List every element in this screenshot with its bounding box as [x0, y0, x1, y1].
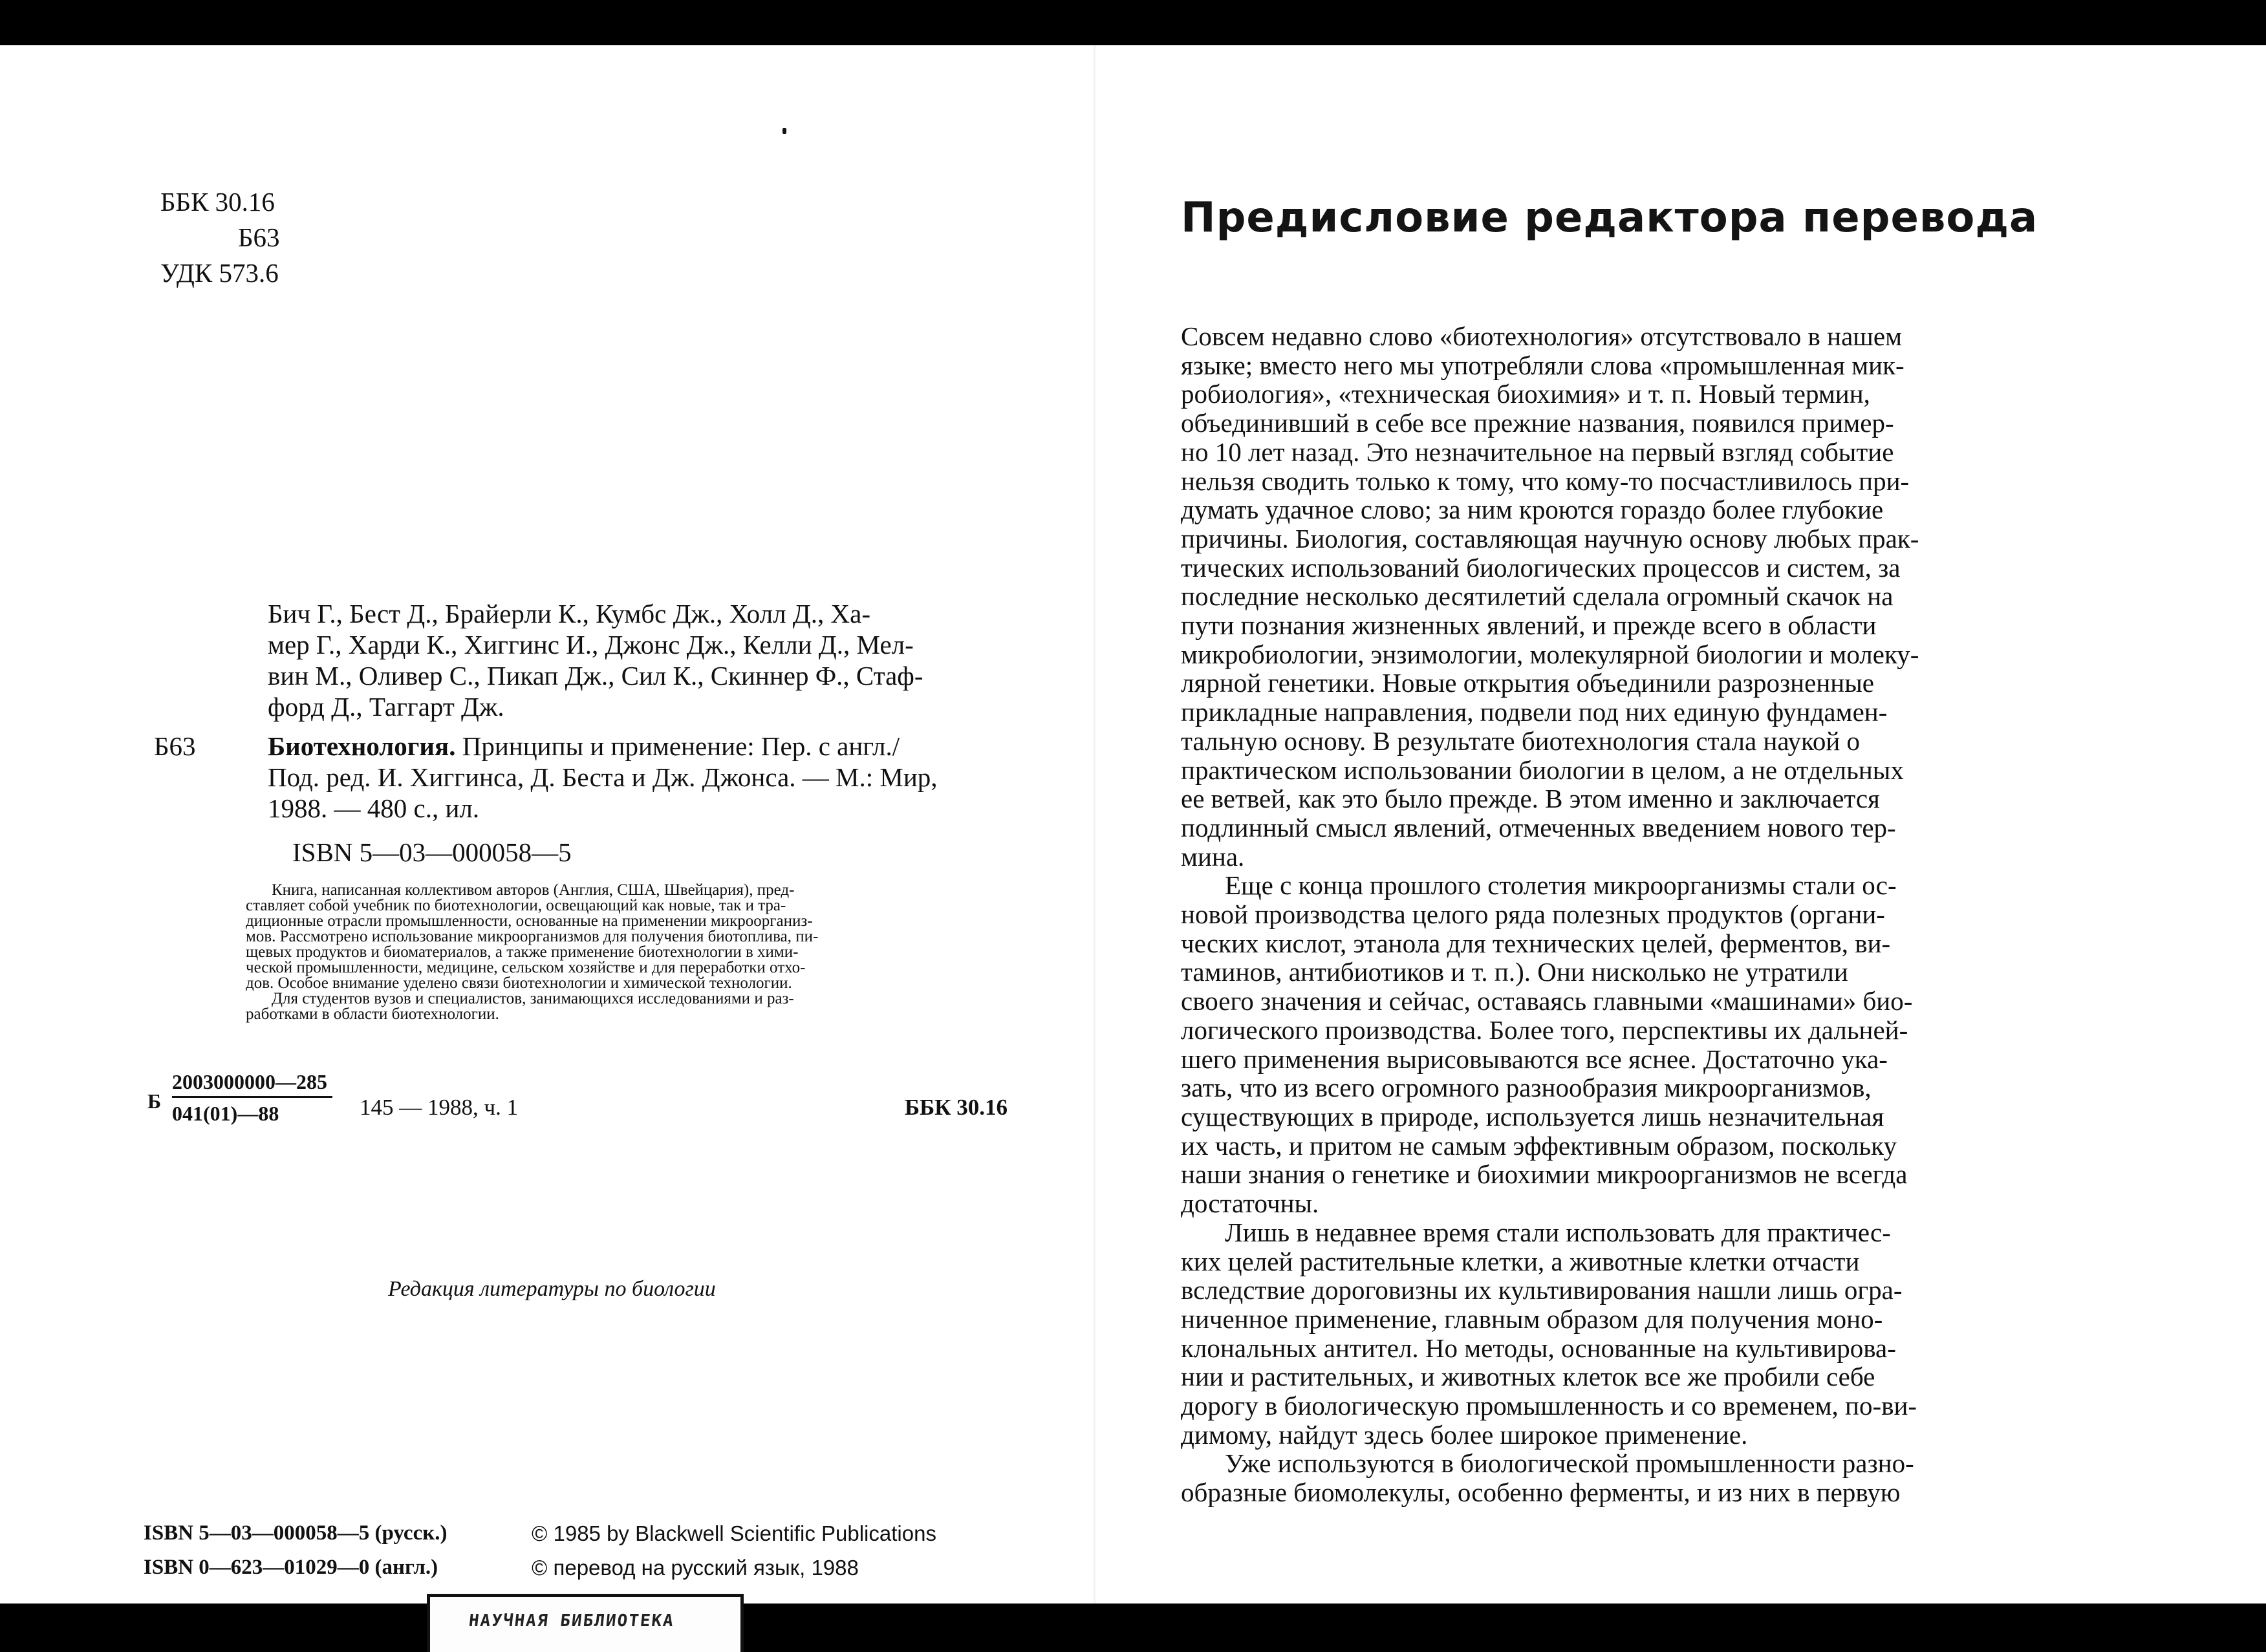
preface-line: подлинный смысл явлений, отмеченных введением нового тер- [1181, 812, 1896, 842]
preface-line: клональных антител. Но методы, основанные на культивирова- [1181, 1333, 1896, 1363]
annotation-line: работками в области биотехнологии. [246, 1005, 499, 1023]
preface-line: пути познания жизненных явлений, и прежде всего в области [1181, 610, 1877, 641]
preface-line: Лишь в недавнее время стали использовать для практичес- [1225, 1217, 1891, 1247]
preface-line: языке; вместо него мы употребляли слова «промышленная мик- [1181, 350, 1905, 380]
isbn-code: ISBN 5—03—000058—5 (русск.) [144, 1521, 448, 1545]
preface-line: достаточны. [1181, 1188, 1319, 1219]
preface-line: образные биомолекулы, особенно ферменты, и из них в первую [1181, 1477, 1901, 1508]
classification-denominator: 041(01)—88 [172, 1102, 279, 1125]
preface-line: думать удачное слово; за ним кроются гораздо более глубокие [1181, 495, 1884, 525]
annotation-line: Книга, написанная коллективом авторов (Англия, США, Швейцария), пред- [272, 881, 795, 899]
preface-line: их часть, и притом не самым эффективным образом, поскольку [1181, 1130, 1897, 1161]
ink-speck [782, 128, 786, 134]
library-stamp [427, 1594, 744, 1652]
preface-line: наши знания о генетике и биохимии микроорганизмов не всегда [1181, 1159, 1908, 1190]
annotation-line: ческой промышленности, медицине, сельском хозяйстве и для переработки отхо- [246, 959, 806, 976]
classification-letter: Б [147, 1089, 162, 1113]
preface-line: причины. Биология, составляющая научную основу любых прак- [1181, 523, 1919, 553]
classification-bbk: ББК 30.16 [904, 1095, 1008, 1120]
book-spine [1094, 45, 1095, 1604]
annotation-line: диционные отрасли промышленности, основанные на применении микроорганиз- [246, 912, 813, 930]
copyright-text: © перевод на русский язык, 1988 [532, 1556, 859, 1580]
classification-fraction [172, 1070, 332, 1126]
annotation-line: дов. Особое внимание уделено связи биотехнологии и химической технологии. [246, 974, 792, 992]
page-title: Предисловие редактора перевода [1181, 194, 2038, 242]
udk-code: УДК 573.6 [160, 258, 279, 288]
preface-line: дорогу в биологическую промышленность и со временем, по-ви- [1181, 1391, 1917, 1421]
bbk-code: ББК 30.16 [160, 187, 275, 217]
preface-line: вследствие дороговизны их культивирования нашли лишь огра- [1181, 1275, 1903, 1305]
preface-line: своего значения и сейчас, оставаясь главными «машинами» био- [1181, 986, 1913, 1016]
isbn-number: ISBN 5—03—000058—5 [292, 837, 572, 867]
entry-line: Под. ред. И. Хиггинса, Д. Беста и Дж. Джонса. — М.: Мир, [268, 762, 938, 792]
annotation [246, 883, 1009, 1022]
preface-line: последние несколько десятилетий сделала огромный скачок на [1181, 581, 1894, 612]
preface-line: но 10 лет назад. Это незначительное на первый взгляд событие [1181, 436, 1894, 467]
authors-line: Бич Г., Бест Д., Брайерли К., Кумбс Дж., Холл Д., Ха- [268, 599, 870, 628]
preface-line: существующих в природе, используется лишь незначительная [1181, 1101, 1884, 1132]
annotation-line: ставляет собой учебник по биотехнологии, освещающий как новые, так и тра- [246, 897, 786, 914]
preface-line: ее ветвей, как это было прежде. В этом именно и заключается [1181, 784, 1880, 814]
preface-line: зать, что из всего огромного разнообразия микроорганизмов, [1181, 1073, 1872, 1103]
preface-line: Еще с конца прошлого столетия микроорганизмы стали ос- [1225, 870, 1897, 901]
preface-line: мина. [1181, 841, 1245, 872]
entry-line: 1988. — 480 с., ил. [268, 793, 480, 823]
isbn-row [144, 1516, 936, 1550]
authors-line: форд Д., Таггарт Дж. [268, 692, 504, 722]
editorial-office: Редакция литературы по биологии [388, 1277, 716, 1301]
bbk-udk-block [160, 184, 280, 291]
preface-line: нельзя сводить только к тому, что кому-то посчастливилось при- [1181, 466, 1910, 496]
preface-line: Уже используются в биологической промышленности разно- [1225, 1448, 1914, 1479]
book-spread [0, 45, 2266, 1631]
preface-line: практическом использовании биологии в целом, а не отдельных [1181, 755, 1904, 785]
preface-line: Совсем недавно слово «биотехнология» отсутствовало в нашем [1181, 321, 1903, 351]
annotation-line: щевых продуктов и биоматериалов, а также применение биотехнологии в хими- [246, 943, 799, 961]
preface-line: ческих кислот, этанола для технических целей, ферментов, ви- [1181, 928, 1891, 958]
authors-list [268, 598, 1011, 722]
preface-line: нии и растительных, и животных клеток все же пробили себе [1181, 1362, 1875, 1392]
preface-line: ниченное применение, главным образом для получения моно- [1181, 1303, 1883, 1334]
preface-line: новой производства целого ряда полезных продуктов (органи- [1181, 899, 1885, 930]
preface-line: лярной генетики. Новые открытия объединили разрозненные [1181, 668, 1874, 698]
isbn-row [144, 1550, 936, 1585]
preface-body [1181, 322, 2051, 1507]
preface-line: микробиологии, энзимологии, молекулярной биологии и молеку- [1181, 639, 1919, 669]
book-title: Биотехнология. [268, 731, 456, 761]
preface-line: тальную основу. В результате биотехнология стала наукой о [1181, 725, 1861, 756]
preface-line: димому, найдут здесь более широкое применение. [1181, 1419, 1748, 1450]
authors-line: вин М., Оливер С., Пикап Дж., Сил К., Скиннер Ф., Стаф- [268, 661, 923, 691]
entry-subtitle: Принципы и применение: Пер. с англ./ [462, 731, 900, 761]
stamp-text: НАУЧНАЯ БИБЛИОТЕКА [468, 1611, 676, 1631]
classification-year: 145 — 1988, ч. 1 [360, 1095, 519, 1120]
classification-line [147, 1070, 1014, 1128]
authors-line: мер Г., Харди К., Хиггинс И., Джонс Дж., Келли Д., Мел- [268, 630, 914, 660]
preface-line: тических использований биологических процессов и систем, за [1181, 552, 1901, 583]
catalog-number: Б63 [154, 731, 196, 761]
classification-numerator: 2003000000—285 [172, 1070, 332, 1098]
preface-line: робиология», «техническая биохимия» и т. п. Новый термин, [1181, 379, 1870, 409]
copyright-text: © 1985 by Blackwell Scientific Publications [532, 1521, 936, 1545]
book-index-code: Б63 [238, 222, 280, 252]
bibliographic-entry [268, 731, 1011, 824]
preface-line: логического производства. Более того, перспективы их дальней- [1181, 1014, 1908, 1045]
preface-line: прикладные направления, подвели под них единую фундамен- [1181, 697, 1888, 727]
isbn-copyright-block [144, 1516, 936, 1585]
isbn-code: ISBN 0—623—01029—0 (англ.) [144, 1556, 438, 1579]
entry-line-first [268, 731, 1011, 762]
preface-line: шего применения вырисовываются все яснее. Достаточно ука- [1181, 1044, 1888, 1074]
preface-line: таминов, антибиотиков и т. п.). Они нисколько не утратили [1181, 957, 1848, 987]
preface-line: объединивший в себе все прежние названия, появился пример- [1181, 408, 1894, 438]
annotation-line: Для студентов вузов и специалистов, занимающихся исследованиями и раз- [272, 990, 794, 1007]
annotation-line: мов. Рассмотрено использование микроорганизмов для получения биотоплива, пи- [246, 928, 819, 945]
preface-line: ких целей растительные клетки, а животные клетки отчасти [1181, 1246, 1860, 1276]
